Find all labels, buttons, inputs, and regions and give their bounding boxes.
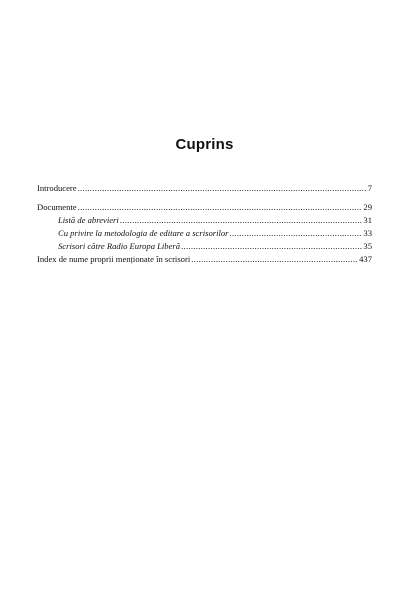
page-title: Cuprins [175,136,234,153]
toc-entry-label: Documente [37,202,77,212]
table-of-contents [37,183,372,265]
toc-entry-label: Index de nume proprii menționate în scrisori [37,254,191,264]
toc-entry-label: Scrisori către Radio Europa Liberă [58,241,181,251]
dot-leader [78,183,367,194]
toc-entry-page-number: 437 [359,254,372,264]
toc-entry-label: Listă de abrevieri [58,215,119,225]
toc-entry-index[interactable] [37,254,372,265]
toc-entry-page-number: 33 [363,228,372,238]
toc-entry-page-number: 7 [367,183,372,193]
dot-leader [191,254,358,265]
toc-entry-label: Cu privire la metodologia de editare a scrisorilor [58,228,229,238]
toc-entry-documente[interactable] [37,202,372,213]
toc-entry-page-number: 29 [363,202,372,212]
toc-entry-scrisori[interactable] [37,241,372,252]
dot-leader [78,202,363,213]
toc-entry-page-number: 31 [363,215,372,225]
toc-entry-label: Introducere [37,183,77,193]
toc-entry-metodologie[interactable] [37,228,372,239]
toc-entry-introducere[interactable] [37,183,372,194]
dot-leader [181,241,362,252]
toc-entry-lista-abrevieri[interactable] [37,215,372,226]
dot-leader [120,215,363,226]
dot-leader [230,228,363,239]
toc-entry-page-number: 35 [363,241,372,251]
